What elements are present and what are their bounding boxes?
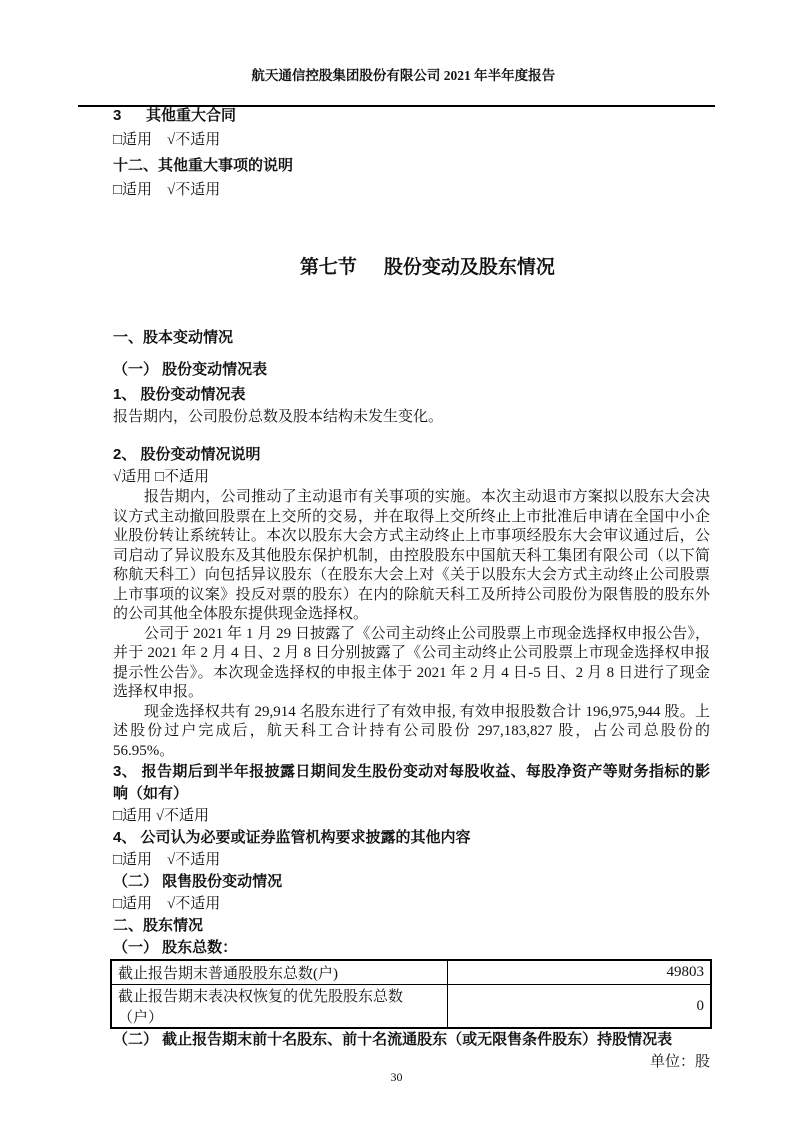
table-cell-value: 0 [447,985,711,1029]
heading-restricted-share-changes: （二） 限售股份变动情况 [113,873,283,890]
paragraph-cash-option-results: 现金选择权共有 29,914 名股东进行了有效申报, 有效申报股数合计 196,975,944 股。上述股份过户完成后，航天科工合计持有公司股份 297,183,827 股，占公司总股份的 56.95%。 [113,703,714,759]
chapter-number: 第七节 [299,257,357,278]
heading-other-major-contracts [113,103,710,128]
heading-share-capital-changes: 一、股本变动情况 [113,329,234,346]
applicability-other-major-contracts: □适用 √不适用 [113,132,221,148]
heading-number: 3 [113,107,122,124]
table-cell-value: 49803 [447,960,711,985]
heading-shareholder-total: （一） 股东总数： [113,939,238,956]
heading-share-change-table-section: （一） 股份变动情况表 [113,361,268,378]
table-row [111,960,711,985]
share-change-table-note: 报告期内，公司股份总数及股本结构未发生变化。 [113,409,444,425]
paragraph-delisting-plan: 报告期内，公司推动了主动退市有关事项的实施。本次主动退市方案拟以股东大会决议方式主动撤回股票在上交所的交易，并在取得上交所终止上市批准后申请在全国中小企业股份转让系统转让。本次以股东大会方式主动终止上市事项经股东大会审议通过后，公司启动了异议股东及其他股东保护机制，由控股股东中国航天科工集团有限公司（以下简称航天科工）向包括异议股东（在股东大会上对《关于以股东大会方式主动终止公司股票上市事项的议案》投反对票的股东）在内的除航天科工及所持公司股份为限售股的股东外的公司其他全体股东提供现金选择权。 [113,489,710,622]
table-cell-label: 截止报告期末普通股股东总数(户) [111,960,447,985]
applicability-other-major-matters: □适用 √不适用 [113,182,221,198]
heading-other-major-matters: 十二、其他重大事项的说明 [113,157,294,174]
applicability-post-period-share-change-impact: □适用 √不适用 [113,808,210,824]
heading-share-change-table: 1、 股份变动情况表 [113,386,246,403]
applicability-share-change-explanation: √适用 □不适用 [113,469,210,485]
heading-top-ten-shareholders: （二） 截止报告期末前十名股东、前十名流通股东（或无限售条件股东）持股情况表 [113,1031,673,1048]
applicability-restricted-share-changes: □适用 √不适用 [113,896,221,912]
heading-post-period-share-change-impact: 3、 报告期后到半年报披露日期间发生股份变动对每股收益、每股净资产等财务指标的影响（如有） [113,763,710,802]
heading-shareholder-situation: 二、股东情况 [113,917,204,934]
heading-share-change-explanation: 2、 股份变动情况说明 [113,446,261,463]
table-row [111,985,711,1029]
chapter-title [113,229,710,307]
report-header-title: 航天通信控股集团股份有限公司 2021 年半年度报告 [251,68,556,83]
paragraph-cash-option-announcements: 公司于 2021 年 1 月 29 日披露了《公司主动终止公司股票上市现金选择权申报公告》，并于 2021 年 2 月 4 日、2 月 8 日分别披露了《公司主动终止公司股票上市现金选择权申报提示性公告》。本次现金选择权的申报主体于 2021 年 2 月 4 日-5 日、2 月 8 日进行了现金选择权申报。 [113,625,710,700]
heading-text: 其他重大合同 [146,107,237,124]
page-content [113,103,714,1073]
shareholder-total-table [110,959,712,1029]
chapter-name: 股份变动及股东情况 [383,257,555,278]
applicability-other-disclosure-content: □适用 √不适用 [113,852,221,868]
page-number: 30 [390,1070,403,1084]
report-header [78,48,715,107]
table-cell-label: 截止报告期末表决权恢复的优先股股东总数（户） [111,985,447,1029]
heading-other-disclosure-content: 4、 公司认为必要或证券监管机构要求披露的其他内容 [113,829,471,846]
unit-label: 单位：股 [649,1054,710,1070]
